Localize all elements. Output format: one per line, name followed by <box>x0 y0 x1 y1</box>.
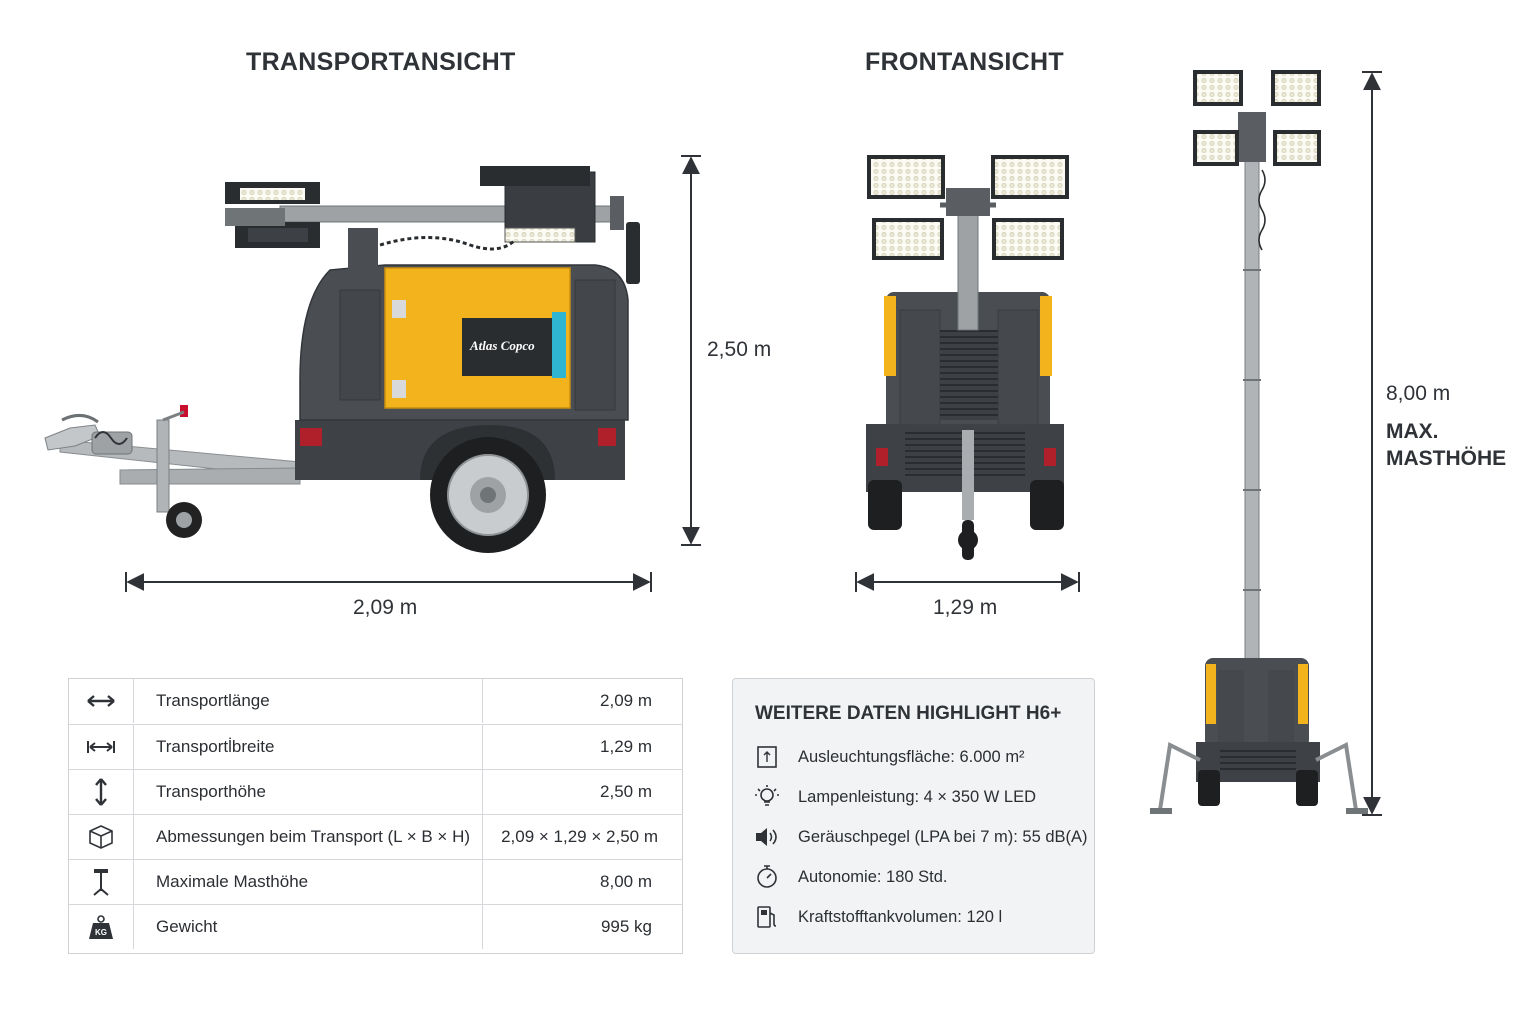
spec-label: Maximale Masthöhe <box>156 872 309 891</box>
info-text: Ausleuchtungsfläche: 6.000 m² <box>798 748 1025 766</box>
spec-label: Transportl̇breite <box>156 737 275 756</box>
spec-value: 8,00 m <box>482 860 682 904</box>
mast-icon <box>69 860 134 904</box>
spec-table <box>68 678 683 954</box>
info-text: Lampenleistung: 4 × 350 W LED <box>798 788 1037 806</box>
info-text: Geräuschpegel (LPA bei 7 m): 55 dB(A) <box>798 828 1088 846</box>
weight-icon-text: KG <box>95 928 107 937</box>
horizontal-arrow-icon <box>69 679 134 723</box>
area-icon <box>753 744 781 770</box>
front-width-label: 1,29 m <box>933 596 998 619</box>
side-view-machine <box>45 166 640 553</box>
list-item <box>753 822 1093 852</box>
list-item <box>753 862 1093 892</box>
weight-icon <box>69 905 134 949</box>
spec-label: Gewicht <box>156 917 218 936</box>
table-row <box>69 814 682 859</box>
box-icon <box>69 815 134 859</box>
speaker-icon <box>753 824 781 850</box>
transport-height-label: 2,50 m <box>707 338 772 361</box>
mast-height-label: 8,00 m <box>1386 382 1451 405</box>
spec-value: 2,09 m <box>482 679 682 723</box>
spec-value: 2,50 m <box>482 770 682 814</box>
list-item <box>753 782 1093 812</box>
table-row <box>69 769 682 814</box>
mast-height-caption-line2: MASTHÖHE <box>1386 447 1507 470</box>
vertical-arrow-icon <box>69 770 134 814</box>
info-text: Autonomie: 180 Std. <box>798 868 948 886</box>
front-view-machine <box>866 157 1067 560</box>
table-row <box>69 904 682 949</box>
info-box-title: WEITERE DATEN HIGHLIGHT H6+ <box>755 703 1062 724</box>
stopwatch-icon <box>753 864 781 890</box>
spec-label: Transportlänge <box>156 691 270 710</box>
list-item <box>753 742 1093 772</box>
mast-extended-machine <box>1150 72 1368 814</box>
mast-height-caption-line1: MAX. <box>1386 420 1439 443</box>
spec-label: Abmessungen beim Transport (L × B × H) <box>156 827 471 846</box>
spec-value: 995 kg <box>482 905 682 949</box>
table-row <box>69 859 682 904</box>
info-text: Kraftstofftankvolumen: 120 l <box>798 908 1003 926</box>
table-row <box>69 724 682 769</box>
spec-label: Transporthöhe <box>156 782 266 801</box>
fuel-icon <box>753 904 781 930</box>
bulb-icon <box>753 784 781 810</box>
spec-value: 2,09 × 1,29 × 2,50 m <box>482 815 682 859</box>
spec-value: 1,29 m <box>482 725 682 769</box>
brand-logo: Atlas Copco <box>470 338 535 353</box>
table-row <box>69 679 682 724</box>
additional-data-box <box>732 678 1095 954</box>
transport-length-label: 2,09 m <box>353 596 418 619</box>
transport-view-title: TRANSPORTANSICHT <box>246 48 516 76</box>
front-view-title: FRONTANSICHT <box>865 48 1064 76</box>
list-item <box>753 902 1093 932</box>
width-arrow-icon <box>69 725 134 769</box>
